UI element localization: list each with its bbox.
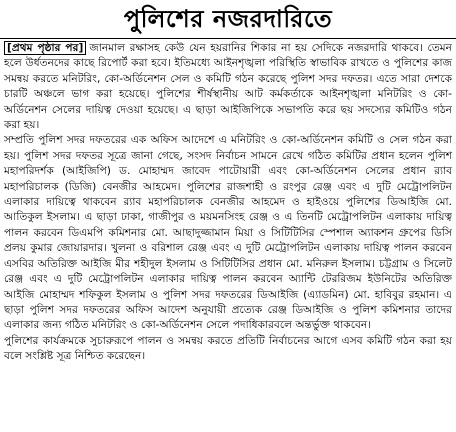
article-body: [4, 41, 452, 365]
article-paragraph: পুলিশের কার্যক্রমকে সুচারুরূপে পালন ও সমন্বয় করতে প্রতিটি নির্বাচনের আগে এসব কমিটি গঠন করা হয় বলে সংশ্লিষ্ট সূত্র নিশ্চিত করেছেন।: [4, 334, 452, 363]
article-paragraph: [4, 41, 452, 133]
article-paragraph: সম্প্রতি পুলিশ সদর দফতরের এক অফিস আদেশে এ মনিটরিং ও কো-অর্ডিনেশন কমিটি ও সেল গঠন করা হয়। পুলিশ সদর দফতর সূত্রে জানা গেছে, সংসদ নির্বাচন সামনে রেখে গঠিত কমিটির প্রধান হলেন পুলিশ মহাপরিদর্শক (আইজিপি) ড. মোহাম্মদ জাবেদ পাটোয়ারী এবং কো-অর্ডিনেশন সেলের প্রধান র‌্যাব মহাপরিচালক (ডিজি) বেনজীর আহমেদ। পুলিশের রাজশাহী ও রংপুর রেঞ্জ এবং এ দুটি মেট্রোপলিটন এলাকার দায়িত্বে থাকবেন র‌্যাব মহাপরিচালক বেনজীর আহমেদ ও হাইওয়ে পুলিশের ডিআইজি মো. আতিকুল ইসলাম। এ ছাড়া ঢাকা, গাজীপুর ও ময়মনসিংহ রেঞ্জ ও এ তিনটি মেট্রোপলিটন এলাকায় দায়িত্ব পালন করবেন ডিএমপি কমিশনার মো. আছাদুজ্জামান মিয়া ও সিটিটিসির স্পেশাল অ্যাকশন গ্রুপের ডিসি প্রলয় কুমার জোয়ারদার। খুলনা ও বরিশাল রেঞ্জ এবং এ দুটি মেট্রোপলিটন এলাকায় দায়িত্ব পালন করবেন এসবির অতিরিক্ত আইজি মীর শহীদুল ইসলাম ও সিটিটিসির প্রধান মো. মনিরুল ইসলাম। চট্টগ্রাম ও সিলেট রেঞ্জ এবং এ দুটি মেট্রোপলিটন এলাকার দায়িত্ব পালন করবেন অ্যান্টি টেররিজম ইউনিটের অতিরিক্ত আইজি মোহাম্মদ শফিকুল ইসলাম ও পুলিশ সদর দফতরের ডিআইজি (এ্যাডমিন) মো. হাবিবুর রহমান। এ ছাড়া পুলিশ সদর দফতরের অফিস আদেশ অনুযায়ী প্রত্যেক রেঞ্জ ডিআইজি ও পুলিশ কমিশনার তাদের এলাকার জন্য গঠিত মনিটরিং ও কো-অর্ডিনেশন সেলে পদাধিকারবলে অন্তর্ভুক্ত থাকবেন।: [4, 134, 452, 332]
headline: পুলিশের নজরদারিতে: [123, 4, 333, 33]
headline-divider: [0, 38, 456, 39]
paragraph-text: জানমাল রক্ষাসহ কেউ যেন হয়রানির শিকার না হয় সেদিকে নজরদারি থাকবে। তেমন হলে উর্ধতনদের কাছে রিপোর্ট করা হবে। ইতিমধ্যে আইনশৃঙ্খলা পরিস্থিতি স্বাভাবিক রাখতে ও পুলিশের কাজ সমন্বয় করতে মনিটরিং, কো-অর্ডিনেশন সেল ও কমিটি গঠন করেছে পুলিশ সদর দফতর। এতে সারা দেশকে চারটি অঞ্চলে ভাগ করা হয়েছে। পুলিশের শীর্ষস্থানীয় আট কর্মকর্তাকে আইনশৃঙ্খলা মনিটরিং ও কো-অর্ডিনেশন সেলের দায়িত্ব দেওয়া হয়েছে। এ ছাড়া আইজিপিকে সভাপতি করে ছয় সদস্যের কমিটিও গঠন করা হয়।: [4, 42, 452, 132]
continuation-kicker: [প্রথম পৃষ্ঠার পর]: [4, 41, 86, 55]
